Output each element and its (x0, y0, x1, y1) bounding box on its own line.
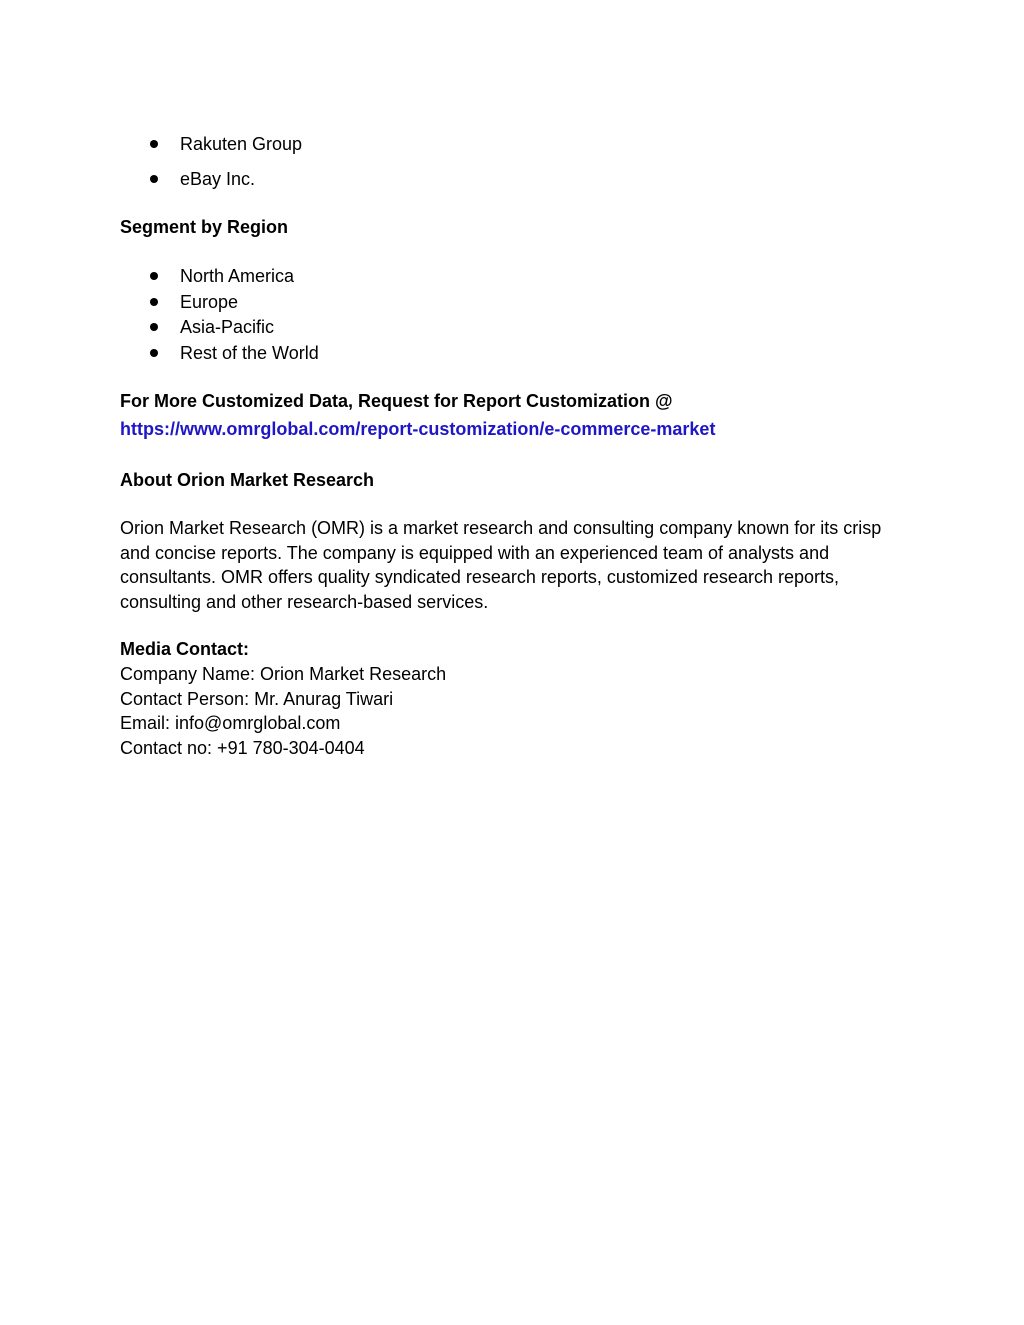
list-item: Europe (150, 290, 319, 314)
segment-region-heading: Segment by Region (120, 217, 289, 237)
about-heading: About Orion Market Research (120, 470, 375, 490)
phone-line: Contact no: +91 780-304-0404 (120, 738, 365, 758)
contact-person-line: Contact Person: Mr. Anurag Tiwari (120, 689, 394, 709)
company-name-line: Company Name: Orion Market Research (120, 664, 447, 684)
report-customization-link[interactable]: https://www.omrglobal.com/report-customization/e-commerce-market (120, 419, 716, 439)
media-contact-heading: Media Contact: (120, 639, 250, 659)
list-item: Rakuten Group (150, 132, 302, 156)
list-item: Asia-Pacific (150, 315, 319, 339)
customization-heading: For More Customized Data, Request for Report Customization @ (120, 391, 673, 411)
list-item: eBay Inc. (150, 167, 302, 191)
about-paragraph: Orion Market Research (OMR) is a market research and consulting company known for its crisp and concise reports. The company is equipped with an experienced team of analysts and consultants. OMR offers quality syndicated research reports, customized research reports, consulting and other research-based services. (120, 518, 882, 613)
companies-list (150, 132, 302, 202)
list-item: Rest of the World (150, 341, 319, 365)
email-line: Email: info@omrglobal.com (120, 713, 341, 733)
region-list (150, 264, 319, 367)
list-item: North America (150, 264, 319, 288)
